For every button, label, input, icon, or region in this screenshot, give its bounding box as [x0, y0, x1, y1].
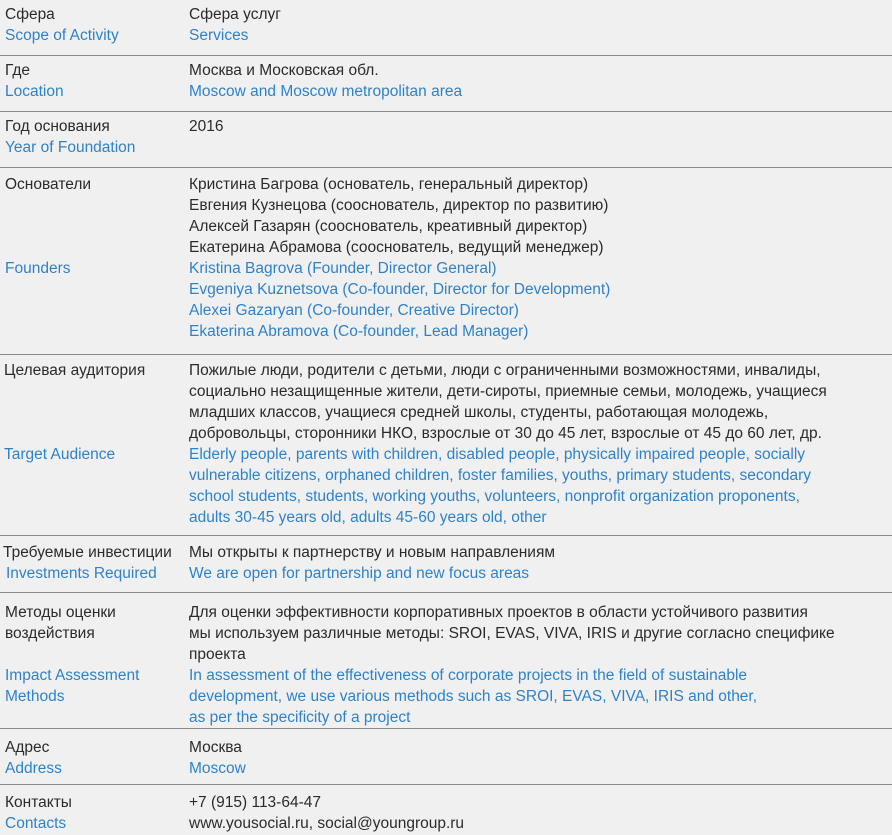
label-en: Scope of Activity	[5, 27, 119, 44]
label-ru: Контакты	[5, 794, 72, 811]
label-ru: Сфера	[5, 6, 55, 23]
label-cell	[0, 116, 189, 167]
value-en: Elderly people, parents with children, disabled people, physically impaired people, socially vulnerable citizens, orphaned children, foster families, youths, primary students, secondary school students, students, working youths, volunteers, nonprofit organization proponents, adults 30-45 years old, adults 45-60 years old, other	[189, 446, 812, 526]
row-target-audience	[0, 355, 892, 536]
row-impact-assessment	[0, 593, 892, 729]
label-ru: Где	[5, 62, 31, 79]
label-en: Location	[5, 83, 64, 100]
value-cell	[189, 4, 892, 55]
label-cell	[0, 174, 189, 354]
value-ru: Для оценки эффективности корпоративных проектов в области устойчивого развития мы используем различные методы: SROI, EVAS, VIVA, IRIS и другие согласно специфике проекта	[189, 604, 835, 663]
value-en: Kristina Bagrova (Founder, Director General) Evgeniya Kuznetsova (Co-founder, Director for Development) Alexei Gazaryan (Co-founder, Creative Director) Ekaterina Abramova (Co-founder, Lead Manager)	[189, 260, 611, 340]
value-ru: Мы открыты к партнерству и новым направлениям	[189, 544, 556, 561]
value-cell	[189, 360, 892, 535]
value-cell	[189, 737, 892, 784]
row-investments-required	[0, 536, 892, 593]
row-scope-of-activity	[0, 0, 892, 56]
value-en: Services	[189, 27, 249, 44]
value-ru: Сфера услуг	[189, 6, 281, 23]
label-en: Target Audience	[4, 446, 116, 463]
label-ru: Основатели	[5, 176, 92, 193]
value-en: Moscow and Moscow metropolitan area	[189, 83, 463, 100]
value-cell	[189, 542, 892, 592]
label-cell	[0, 602, 189, 728]
label-en: Founders	[5, 260, 71, 277]
value-ru: 2016	[189, 118, 224, 135]
row-location	[0, 56, 892, 112]
label-cell	[0, 737, 189, 784]
label-cell	[0, 360, 189, 535]
label-en: Address	[5, 760, 62, 777]
value-ru: Кристина Багрова (основатель, генеральный директор) Евгения Кузнецова (сооснователь, директор по развитию) Алексей Газарян (сооснователь, креативный директор) Екатерина Абрамова (сооснователь, ведущий менеджер)	[189, 176, 609, 256]
phone-number: +7 (915) 113-64-47	[189, 794, 321, 811]
label-en: Year of Foundation	[5, 139, 136, 156]
value-ru: Москва и Московская обл.	[189, 62, 379, 79]
label-ru: Методы оценки воздействия	[5, 604, 116, 642]
label-ru: Год основания	[5, 118, 110, 135]
label-cell	[0, 60, 189, 111]
label-ru: Адрес	[5, 739, 50, 756]
label-cell	[0, 4, 189, 55]
row-address	[0, 729, 892, 785]
value-cell	[189, 116, 892, 167]
value-en: In assessment of the effectiveness of corporate projects in the field of sustainable development, we use various methods such as SROI, EVAS, VIVA, IRIS and other, as per the specificity of a project	[189, 667, 758, 726]
row-year-of-foundation	[0, 112, 892, 168]
value-en: Moscow	[189, 760, 246, 777]
label-cell	[0, 542, 194, 592]
label-en: Impact Assessment Methods	[5, 667, 140, 705]
value-ru: Москва	[189, 739, 242, 756]
row-founders	[0, 168, 892, 355]
value-en: We are open for partnership and new focus areas	[189, 565, 530, 582]
label-en: Investments Required	[6, 565, 157, 582]
label-ru: Целевая аудитория	[4, 362, 146, 379]
label-en: Contacts	[5, 815, 67, 832]
value-cell	[189, 792, 892, 835]
label-ru: Требуемые инвестиции	[3, 544, 172, 561]
value-cell	[189, 602, 892, 728]
website-email: www.yousocial.ru, social@youngroup.ru	[189, 815, 465, 832]
row-contacts	[0, 785, 892, 835]
value-ru: Пожилые люди, родители с детьми, люди с ограниченными возможностями, инвалиды, социально незащищенные жители, дети-сироты, приемные семьи, молодежь, учащиеся младших классов, учащиеся средней школы, студенты, работающая молодежь, добровольцы, сторонники НКО, взрослые от 30 до 45 лет, взрослые от 45 до 60 лет, др.	[189, 362, 827, 442]
value-cell	[189, 60, 892, 111]
label-cell	[0, 792, 189, 835]
value-cell	[189, 174, 892, 354]
